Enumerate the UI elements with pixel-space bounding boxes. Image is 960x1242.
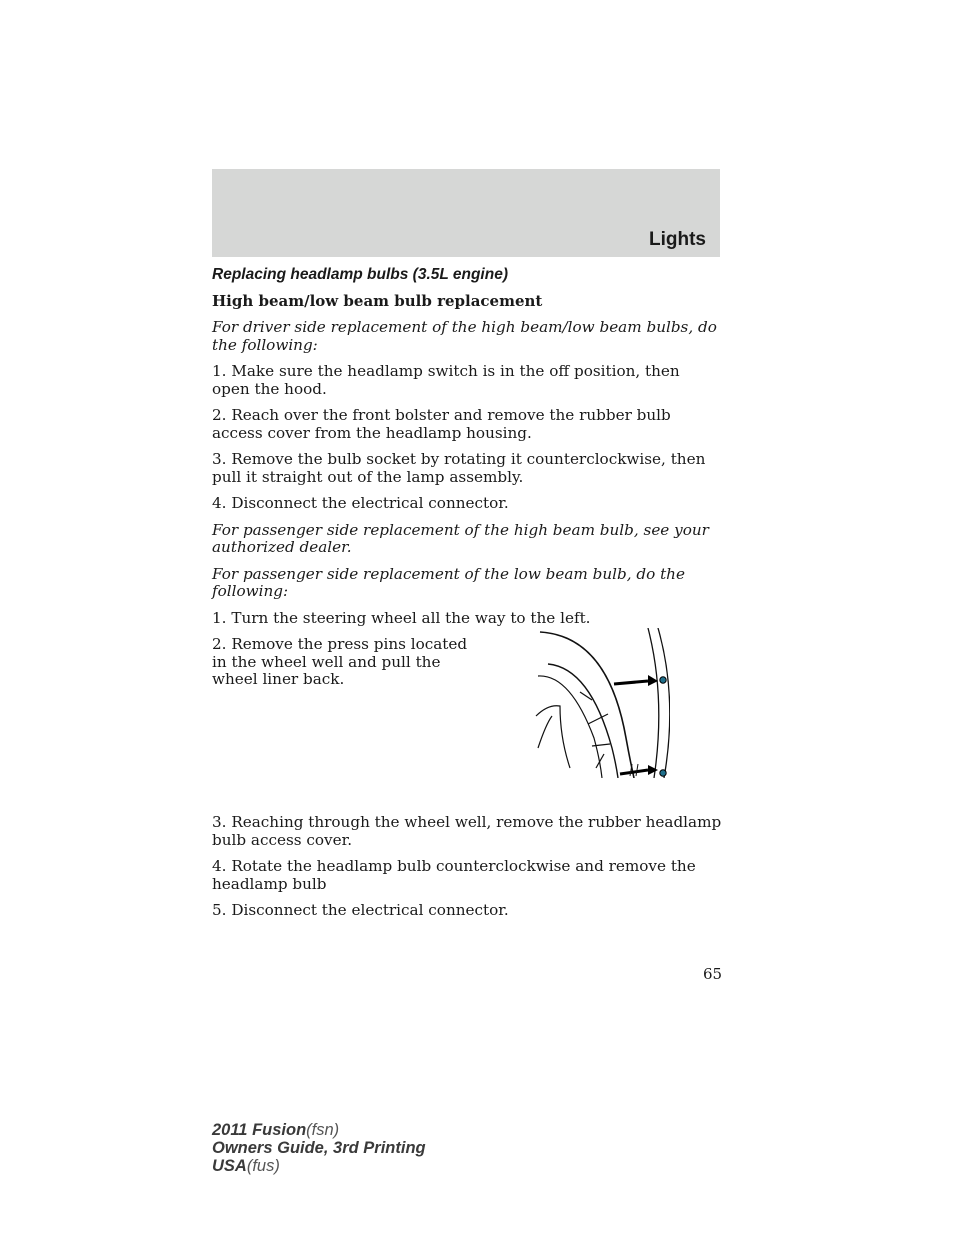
passenger-step: 4. Rotate the headlamp bulb counterclockwise and remove the headlamp bulb (212, 857, 696, 893)
arrow-head-icon (648, 765, 658, 775)
driver-step: 3. Remove the bulb socket by rotating it counterclockwise, then pull it straight out of the lamp assembly. (212, 450, 706, 486)
passenger-step: 2. Remove the press pins located in the wheel well and pull the wheel liner back. (212, 635, 468, 688)
procedure-title: Replacing headlamp bulbs (3.5L engine) (212, 266, 508, 283)
page-content (212, 266, 722, 929)
wheel-well-press-pins-illustration (530, 628, 670, 778)
pin-arrow-lower (620, 770, 648, 774)
page-number: 65 (703, 965, 723, 983)
footer-model-code: (fsn) (306, 1121, 340, 1139)
procedure-subtitle: High beam/low beam bulb replacement (212, 292, 543, 310)
driver-step: 1. Make sure the headlamp switch is in the off position, then open the hood. (212, 362, 680, 398)
footer-printing: Owners Guide, 3rd Printing (212, 1139, 426, 1157)
passenger-high-beam-note: For passenger side replacement of the high beam bulb, see your authorized dealer. (212, 520, 709, 556)
footer-region-code: (fus) (246, 1157, 280, 1175)
section-header-band (212, 169, 720, 257)
footer-region: USA (212, 1157, 247, 1175)
passenger-step: 1. Turn the steering wheel all the way to the left. (212, 608, 591, 627)
wheel-spoke (536, 706, 570, 768)
fender-liner-edge (658, 628, 670, 778)
wheel-spoke (538, 716, 552, 748)
tire-inner-arc (548, 664, 618, 778)
driver-step: 2. Reach over the front bolster and remove the rubber bulb access cover from the headlamp housing. (212, 406, 671, 442)
press-pin-upper (660, 677, 666, 683)
step-with-figure (212, 636, 722, 802)
press-pin-lower (660, 770, 666, 776)
fender-liner-edge (648, 628, 659, 778)
passenger-step: 3. Reaching through the wheel well, remove the rubber headlamp bulb access cover. (212, 813, 722, 849)
driver-intro: For driver side replacement of the high beam/low beam bulbs, do the following: (212, 318, 717, 354)
tire-outline (540, 632, 634, 778)
wheel-spoke (580, 692, 592, 700)
document-footer (212, 1121, 426, 1175)
rim-arc (538, 676, 602, 778)
pin-arrow-upper (614, 681, 648, 684)
wheel-spoke (592, 744, 610, 746)
driver-step: 4. Disconnect the electrical connector. (212, 494, 509, 512)
wheel-spoke (588, 714, 608, 724)
passenger-step: 5. Disconnect the electrical connector. (212, 901, 509, 919)
passenger-low-beam-intro: For passenger side replacement of the low beam bulb, do the following: (212, 564, 685, 600)
section-title: Lights (649, 229, 706, 250)
footer-model: 2011 Fusion (212, 1121, 307, 1139)
